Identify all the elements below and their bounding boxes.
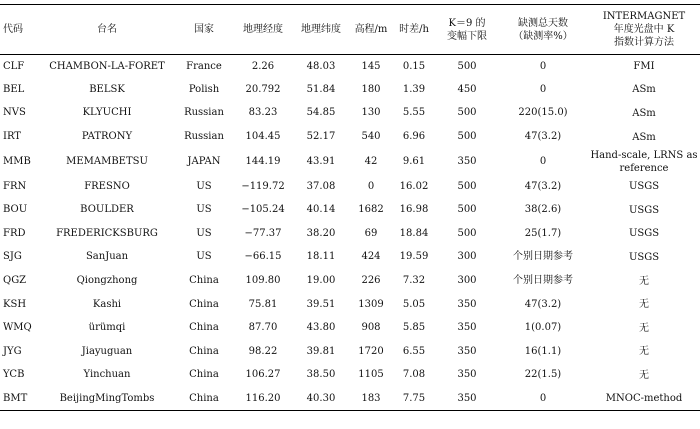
cell-code: CLF bbox=[3, 60, 25, 72]
cell-time-difference: 9.61 bbox=[402, 155, 426, 167]
cell-time-difference: 16.02 bbox=[399, 180, 429, 192]
header-time-difference: 时差/h bbox=[399, 24, 429, 35]
cell-missing-days: 个别日期参考 bbox=[513, 251, 573, 263]
cell-code: KSH bbox=[3, 298, 27, 310]
cell-elevation: 180 bbox=[361, 83, 381, 95]
cell-country: China bbox=[189, 369, 219, 381]
cell-elevation: 130 bbox=[361, 107, 381, 119]
cell-k-method: 无 bbox=[639, 299, 649, 311]
header-k9-line-2: 变幅下限 bbox=[447, 30, 487, 42]
cell-latitude: 52.17 bbox=[306, 131, 336, 143]
header-method-line-1: INTERMAGNET bbox=[602, 11, 686, 22]
cell-code: SJG bbox=[3, 251, 22, 263]
cell-k-method: MNOC-method bbox=[605, 393, 683, 405]
cell-latitude: 43.91 bbox=[306, 155, 336, 167]
cell-country: US bbox=[196, 227, 212, 239]
cell-country: Russian bbox=[184, 107, 224, 119]
cell-name: CHAMBON-LA-FORET bbox=[49, 60, 165, 72]
table-row bbox=[0, 78, 700, 102]
table-row bbox=[0, 55, 700, 79]
cell-missing-days: 47(3.2) bbox=[524, 131, 562, 143]
cell-latitude: 37.08 bbox=[306, 180, 336, 192]
cell-country: China bbox=[189, 345, 219, 357]
cell-missing-days: 25(1.7) bbox=[524, 227, 562, 239]
cell-k9-lower-limit: 500 bbox=[457, 204, 477, 216]
header-method-line-2: 年度光盘中 K bbox=[613, 24, 675, 35]
cell-k-method: USGS bbox=[628, 181, 660, 193]
header-method-line-3: 指数计算方法 bbox=[614, 37, 674, 48]
cell-k9-lower-limit: 300 bbox=[457, 275, 477, 287]
header-latitude: 地理纬度 bbox=[301, 24, 341, 35]
cell-name: FREDERICKSBURG bbox=[56, 227, 158, 239]
cell-k-method: 无 bbox=[639, 369, 649, 381]
cell-latitude: 38.20 bbox=[306, 227, 336, 239]
cell-longitude: 144.19 bbox=[245, 155, 281, 167]
cell-missing-days: 个别日期参考 bbox=[513, 275, 573, 287]
table-row bbox=[0, 102, 700, 126]
cell-longitude: −119.72 bbox=[241, 180, 285, 192]
cell-k9-lower-limit: 350 bbox=[457, 369, 477, 381]
cell-elevation: 540 bbox=[361, 131, 381, 143]
cell-country: Russian bbox=[184, 131, 224, 143]
table-row bbox=[0, 340, 700, 364]
cell-longitude: 104.45 bbox=[245, 131, 281, 143]
cell-k9-lower-limit: 350 bbox=[457, 392, 477, 404]
header-longitude: 地理经度 bbox=[243, 24, 283, 35]
cell-longitude: 75.81 bbox=[248, 298, 278, 310]
cell-missing-days: 16(1.1) bbox=[524, 345, 562, 357]
cell-elevation: 42 bbox=[364, 155, 378, 167]
cell-time-difference: 18.84 bbox=[399, 227, 429, 239]
header-elevation: 高程/m bbox=[354, 24, 388, 35]
cell-code: NVS bbox=[3, 107, 26, 119]
cell-missing-days: 0 bbox=[539, 392, 547, 404]
cell-elevation: 424 bbox=[361, 251, 381, 263]
table-row bbox=[0, 269, 700, 293]
cell-country: US bbox=[196, 251, 212, 263]
cell-latitude: 51.84 bbox=[306, 83, 336, 95]
cell-k-method: USGS bbox=[628, 228, 660, 240]
cell-k-method: 无 bbox=[639, 322, 649, 334]
cell-elevation: 908 bbox=[361, 322, 381, 334]
cell-latitude: 19.00 bbox=[306, 275, 336, 287]
table-row bbox=[0, 316, 700, 340]
cell-name: PATRONY bbox=[81, 131, 133, 143]
header-missing-days bbox=[498, 5, 588, 55]
header-name: 台名 bbox=[97, 24, 117, 35]
cell-longitude: 83.23 bbox=[248, 107, 278, 119]
cell-time-difference: 16.98 bbox=[399, 204, 429, 216]
cell-missing-days: 0 bbox=[539, 155, 547, 167]
cell-name: BELSK bbox=[89, 83, 125, 95]
cell-latitude: 18.11 bbox=[306, 251, 336, 263]
cell-k9-lower-limit: 500 bbox=[457, 227, 477, 239]
cell-name: MEMAMBETSU bbox=[66, 155, 148, 167]
cell-time-difference: 19.59 bbox=[399, 251, 429, 263]
cell-longitude: 106.27 bbox=[245, 369, 281, 381]
cell-missing-days: 220(15.0) bbox=[518, 107, 568, 119]
cell-name: BeijingMingTombs bbox=[59, 392, 155, 404]
cell-country: Polish bbox=[188, 83, 220, 95]
cell-k-method: Hand-scale, LRNS as reference bbox=[590, 149, 698, 174]
cell-k9-lower-limit: 500 bbox=[457, 180, 477, 192]
cell-country: US bbox=[196, 204, 212, 216]
cell-country: China bbox=[189, 322, 219, 334]
cell-country: China bbox=[189, 275, 219, 287]
table-row bbox=[0, 198, 700, 222]
table-row bbox=[0, 222, 700, 246]
cell-k-method: FMI bbox=[633, 61, 655, 73]
table-body bbox=[0, 55, 700, 411]
table-row bbox=[0, 246, 700, 270]
cell-missing-days: 38(2.6) bbox=[524, 204, 562, 216]
table-row bbox=[0, 293, 700, 317]
cell-time-difference: 0.15 bbox=[402, 60, 426, 72]
cell-country: US bbox=[196, 180, 212, 192]
cell-latitude: 39.81 bbox=[306, 345, 336, 357]
cell-code: QGZ bbox=[3, 275, 27, 287]
cell-name: Kashi bbox=[92, 298, 122, 310]
cell-latitude: 39.51 bbox=[306, 298, 336, 310]
cell-country: China bbox=[189, 392, 219, 404]
cell-missing-days: 47(3.2) bbox=[524, 298, 562, 310]
cell-name: FRESNO bbox=[84, 180, 130, 192]
cell-time-difference: 1.39 bbox=[402, 83, 426, 95]
cell-latitude: 43.80 bbox=[306, 322, 336, 334]
cell-name: Yinchuan bbox=[83, 369, 131, 381]
cell-elevation: 1720 bbox=[358, 345, 384, 357]
header-country: 国家 bbox=[194, 24, 214, 35]
cell-k9-lower-limit: 350 bbox=[457, 298, 477, 310]
cell-time-difference: 7.32 bbox=[402, 275, 426, 287]
cell-name: ürümqi bbox=[88, 322, 126, 334]
cell-longitude: 20.792 bbox=[245, 83, 281, 95]
cell-latitude: 38.50 bbox=[306, 369, 336, 381]
cell-code: JYG bbox=[3, 345, 22, 357]
header-missing-line-2: （缺测率%） bbox=[513, 30, 573, 42]
cell-country: China bbox=[189, 298, 219, 310]
cell-latitude: 48.03 bbox=[306, 60, 336, 72]
cell-name: KLYUCHI bbox=[82, 107, 132, 119]
cell-k-method: 无 bbox=[639, 275, 649, 287]
cell-missing-days: 22(1.5) bbox=[524, 369, 562, 381]
cell-code: MMB bbox=[3, 155, 31, 167]
cell-name: BOULDER bbox=[80, 204, 134, 216]
cell-k-method: USGS bbox=[628, 204, 660, 216]
cell-elevation: 145 bbox=[361, 60, 381, 72]
table-row bbox=[0, 149, 700, 175]
cell-code: BOU bbox=[3, 204, 28, 216]
cell-time-difference: 6.55 bbox=[402, 345, 426, 357]
cell-k9-lower-limit: 500 bbox=[457, 131, 477, 143]
cell-time-difference: 5.85 bbox=[402, 322, 426, 334]
header-k9-line-1: K＝9 的 bbox=[448, 17, 486, 29]
table-row bbox=[0, 175, 700, 199]
cell-elevation: 1105 bbox=[358, 369, 384, 381]
cell-k-method: ASm bbox=[632, 107, 656, 119]
cell-longitude: −105.24 bbox=[241, 204, 285, 216]
cell-missing-days: 0 bbox=[539, 83, 547, 95]
cell-name: Qiongzhong bbox=[76, 275, 138, 287]
cell-k-method: 无 bbox=[639, 346, 649, 358]
header-k-method bbox=[588, 5, 700, 55]
cell-longitude: 98.22 bbox=[248, 345, 278, 357]
cell-code: IRT bbox=[3, 131, 21, 143]
header-k9-lower-limit bbox=[436, 5, 498, 55]
cell-missing-days: 0 bbox=[539, 60, 547, 72]
cell-elevation: 1682 bbox=[358, 204, 384, 216]
cell-latitude: 54.85 bbox=[306, 107, 336, 119]
cell-k9-lower-limit: 300 bbox=[457, 251, 477, 263]
cell-longitude: −66.15 bbox=[244, 251, 282, 263]
cell-name: SanJuan bbox=[85, 251, 129, 263]
cell-k9-lower-limit: 350 bbox=[457, 345, 477, 357]
cell-k-method: ASm bbox=[632, 84, 656, 96]
cell-longitude: 109.80 bbox=[245, 275, 281, 287]
header-code: 代码 bbox=[3, 24, 23, 35]
header-missing-line-1: 缺测总天数 bbox=[518, 17, 568, 29]
cell-elevation: 0 bbox=[367, 180, 375, 192]
cell-country: France bbox=[186, 60, 222, 72]
cell-code: YCB bbox=[3, 369, 25, 381]
cell-time-difference: 5.55 bbox=[402, 107, 426, 119]
cell-time-difference: 7.08 bbox=[402, 369, 426, 381]
observatory-table bbox=[0, 4, 700, 411]
cell-latitude: 40.30 bbox=[306, 392, 336, 404]
cell-missing-days: 1(0.07) bbox=[524, 322, 562, 334]
cell-code: FRN bbox=[3, 180, 27, 192]
cell-k-method: USGS bbox=[628, 251, 660, 263]
cell-code: BMT bbox=[3, 392, 28, 404]
cell-longitude: 116.20 bbox=[245, 392, 281, 404]
cell-k9-lower-limit: 500 bbox=[457, 107, 477, 119]
cell-k9-lower-limit: 500 bbox=[457, 60, 477, 72]
cell-time-difference: 6.96 bbox=[402, 131, 426, 143]
table-row bbox=[0, 364, 700, 388]
cell-longitude: −77.37 bbox=[244, 227, 282, 239]
cell-code: FRD bbox=[3, 227, 26, 239]
table-header bbox=[0, 5, 700, 55]
cell-longitude: 2.26 bbox=[251, 60, 275, 72]
cell-time-difference: 5.05 bbox=[402, 298, 426, 310]
table-row bbox=[0, 387, 700, 411]
cell-code: WMQ bbox=[3, 322, 32, 334]
cell-latitude: 40.14 bbox=[306, 204, 336, 216]
cell-elevation: 183 bbox=[361, 392, 381, 404]
table-row bbox=[0, 125, 700, 149]
cell-longitude: 87.70 bbox=[248, 322, 278, 334]
cell-time-difference: 7.75 bbox=[402, 392, 426, 404]
cell-elevation: 1309 bbox=[358, 298, 384, 310]
cell-k9-lower-limit: 450 bbox=[457, 83, 477, 95]
cell-code: BEL bbox=[3, 83, 25, 95]
cell-k9-lower-limit: 350 bbox=[457, 322, 477, 334]
cell-missing-days: 47(3.2) bbox=[524, 180, 562, 192]
cell-elevation: 226 bbox=[361, 275, 381, 287]
cell-name: Jiayuguan bbox=[81, 345, 133, 357]
cell-country: JAPAN bbox=[187, 155, 221, 167]
cell-k-method: ASm bbox=[632, 131, 656, 143]
cell-elevation: 69 bbox=[364, 227, 378, 239]
cell-k9-lower-limit: 350 bbox=[457, 155, 477, 167]
